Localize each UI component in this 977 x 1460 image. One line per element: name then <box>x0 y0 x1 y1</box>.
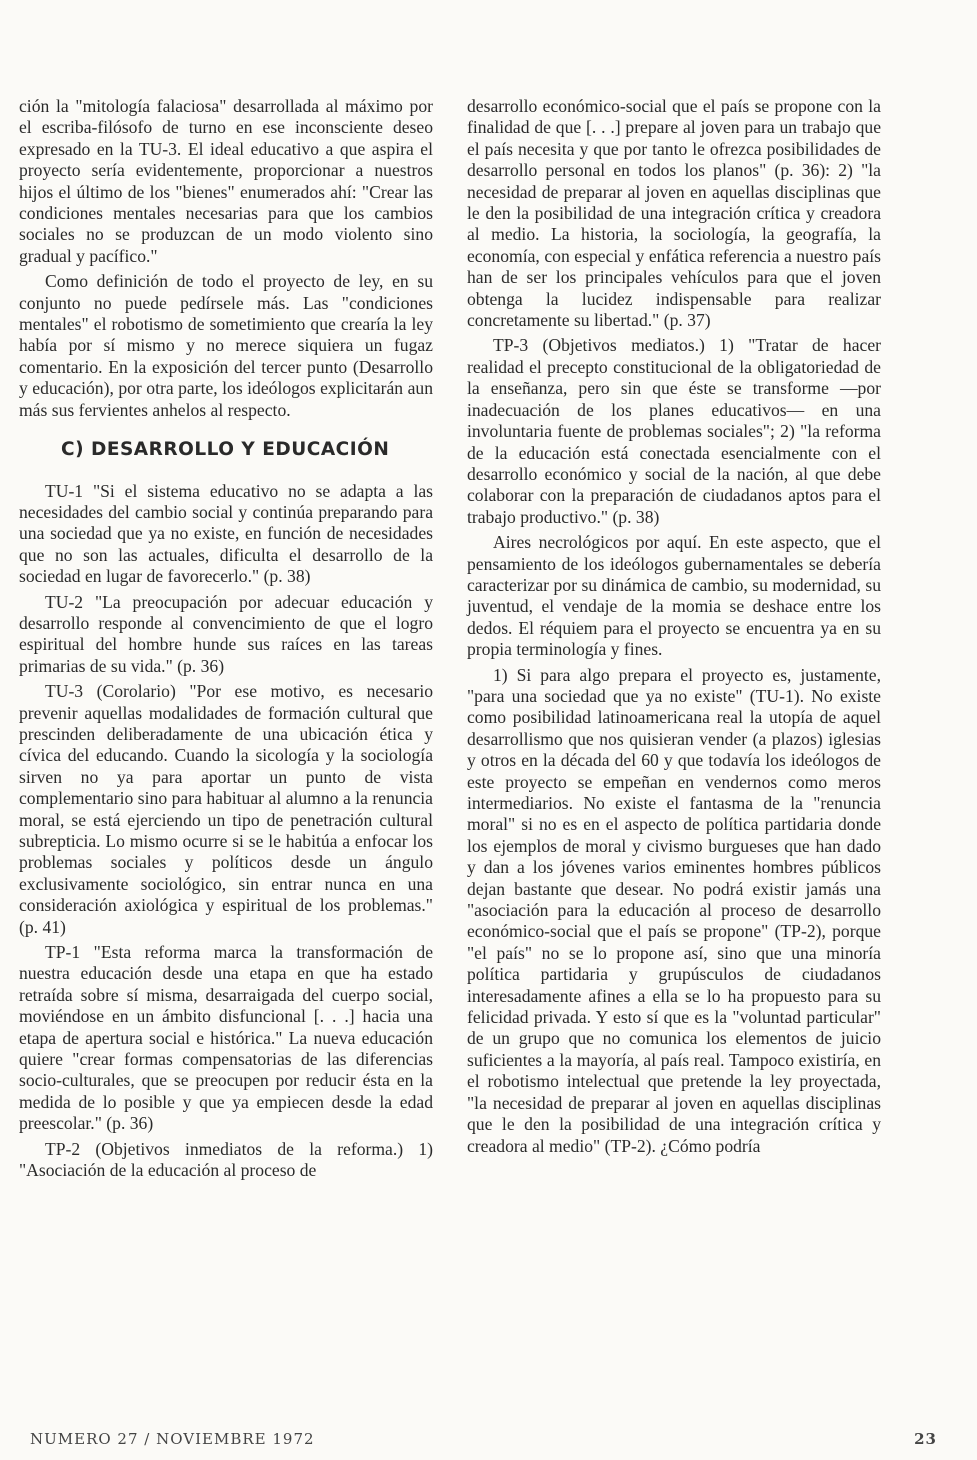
section-heading: C) DESARROLLO Y EDUCACIÓN <box>61 439 390 461</box>
quote-paragraph: TP-2 (Objetivos inmediatos de la reforma.) 1) "Asociación de la educación al proceso de <box>19 1138 433 1181</box>
paragraph: Como definición de todo el proyecto de ley, en su conjunto no puede pedírsele más. Las "condiciones mentales" el robotismo de sometimiento que crearía la ley había por sí mismo y no merece siquiera un fugaz comentario. En la exposición del tercer punto (Desarrollo y educación), por otra parte, los ideólogos explicitarán aun más sus fervientes anhelos al respecto. <box>19 271 433 420</box>
paragraph: Aires necrológicos por aquí. En este aspecto, que el pensamiento de los ideólogos gubernamentales se debería caracterizar por su dinámica de cambio, su modernidad, su juventud, el vendaje de la momia se deshace entre los dedos. El réquiem para el proyecto se encuentra ya en su propia terminología y fines. <box>467 532 881 660</box>
quote-paragraph: TP-1 "Esta reforma marca la transformación de nuestra educación desde una etapa en que ha estado retraída sobre sí misma, desarraigada del cuerpo social, moviéndose en un ámbito disfuncional [. . .] hacia una etapa de apertura social e histórica." La nueva educación quiere "crear formas compensatorias de las diferencias socio-culturales, que se preocupen por reducir ésta en la medida de lo posible y que ya empiecen desde la edad preescolar." (p. 36) <box>19 942 433 1134</box>
quote-paragraph: TU-3 (Corolario) "Por ese motivo, es necesario prevenir aquellas modalidades de formación cultural que prescinden deliberadamente de una ubicación ética y cívica del educando. Cuando la sicología y la sociología sirven no ya para aportar un punto de vista complementario sino para habituar al alumno a la renuncia moral, se está ejerciendo un tipo de penetración cultural subrepticia. Lo mismo ocurre si se le habitúa a enfocar los problemas sociales y políticos desde un ángulo exclusivamente sociológico, sin entrar nunca en una consideración axiológica y espiritual de los problemas." (p. 41) <box>19 681 433 937</box>
quote-paragraph: TU-1 "Si el sistema educativo no se adapta a las necesidades del cambio social y continúa preparando para una sociedad que ya no existe, en función de necesidades que no son las actuales, dificulta el desarrollo de la sociedad en lugar de favorecerlo." (p. 38) <box>19 480 433 587</box>
paragraph: desarrollo económico-social que el país se propone con la finalidad de que [. . .] prepare al joven para un trabajo que el país necesita y que por tanto le ofrezca posibilidades de desarrollo personal en todos los planos" (p. 36): 2) "la necesidad de preparar al joven en aquellas disciplinas que le den la posibilidad de una integración crítica y creadora al medio. La historia, la sociología, la geografía, la economía, con especial y enfática referencia a nuestro país han de ser los principales vehículos para que el joven obtenga la lucidez indispensable para realizar concretamente su libertad." (p. 37) <box>467 96 881 331</box>
right-column <box>467 96 881 1161</box>
page-number: 23 <box>914 1430 937 1448</box>
paragraph: 1) Si para algo prepara el proyecto es, justamente, "para una sociedad que ya no existe" (TU-1). No existe como posibilidad latinoamericana real la utopía de aquel desarrollismo que nos quisieran vender (a plazos) iglesias y otros en la década del 60 y que todavía los ideólogos de este proyecto se empeñan en vendernos como meros intermediarios. No existe el fantasma de la "renuncia moral" si no es en el aspecto de política partidaria donde los ejemplos de moral y civismo burgueses que han dado y dan a los jóvenes varios eminentes hombres públicos dejan bastante que desear. No podrá existir jamás una "asociación para la educación al proceso de desarrollo económico-social que el país se propone" (TP-2), porque "el país" no se lo propone así, sino que una minoría política partidaria y grupúsculos de ciudadanos interesadamente afines a ella se lo ha propuesto para su felicidad privada. Y esto sí que es la "voluntad particular" de un grupo que no comunica los elementos de juicio suficientes a la mayoría, al país real. Tampoco existiría, en el robotismo intelectual que pretende la ley proyectada, "la necesidad de preparar al joven en aquellas disciplinas que le den la posibilidad de una integración crítica y creadora al medio" (TP-2). ¿Cómo podría <box>467 664 881 1156</box>
paragraph: ción la "mitología falaciosa" desarrollada al máximo por el escriba-filósofo de turno en ese inconsciente deseo expresado en la TU-3. El ideal educativo a que aspira el proyecto sería evidentemente, proporcionar a nuestros hijos el último de los "bienes" enumerados ahí: "Crear las condiciones mentales necesarias para que los cambios sociales no se produzcan de un modo violento sino gradual y pacífico." <box>19 96 433 266</box>
issue-label: NUMERO 27 / NOVIEMBRE 1972 <box>30 1430 315 1448</box>
page-footer <box>30 1430 937 1448</box>
left-column <box>19 96 433 1186</box>
quote-paragraph: TU-2 "La preocupación por adecuar educación y desarrollo responde al convencimiento de que el logro espiritual del hombre hunde sus raíces en las tareas primarias de su vida." (p. 36) <box>19 591 433 676</box>
paragraph: TP-3 (Objetivos mediatos.) 1) "Tratar de hacer realidad el precepto constitucional de la obligatoriedad de la enseñanza, pero sin que éste se transforme —por inadecuación de los planes educativos— en una involuntaria fuente de problemas sociales"; 2) "la reforma de la educación está conectada esencialmente con el desarrollo económico y social de la nación, al que debe colaborar con la preparación de ciudadanos aptos para el trabajo productivo." (p. 38) <box>467 335 881 527</box>
